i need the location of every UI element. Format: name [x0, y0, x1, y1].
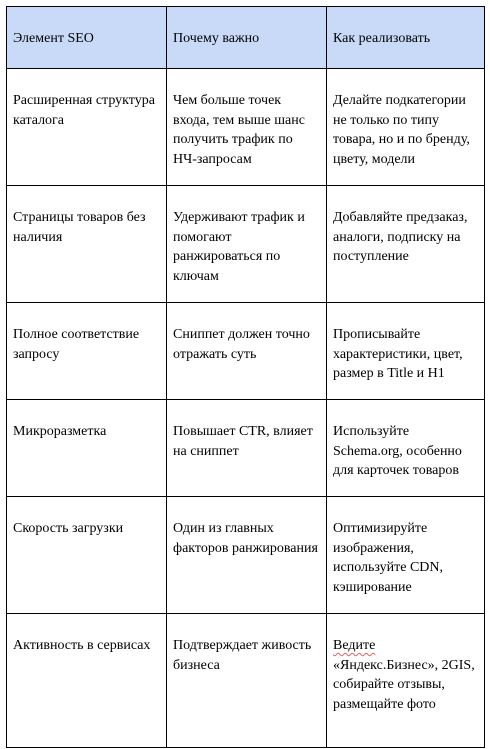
table-row [7, 186, 485, 303]
cell-why: Сниппет должен точно отражать суть [167, 303, 327, 400]
cell-why: Подтверждает живость бизнеса [167, 614, 327, 748]
cell-how: Делайте подкатегории не только по типу товара, но и по бренду, цвету, модели [327, 69, 485, 186]
table-row [7, 69, 485, 186]
cell-why: Чем больше точек входа, тем выше шанс получить трафик по НЧ-запросам [167, 69, 327, 186]
cell-why: Повышает CTR, влияет на сниппет [167, 400, 327, 497]
cell-how: Добавляйте предзаказ, аналоги, подписку на поступление [327, 186, 485, 303]
cell-how-rest: «Яндекс.Бизнес», 2GIS, собирайте отзывы, размещайте фото [333, 657, 475, 712]
cell-how: Оптимизируйте изображения, используйте CDN, кэширование [327, 497, 485, 614]
table-row [7, 497, 485, 614]
cell-element: Расширенная структура каталога [7, 69, 167, 186]
cell-why: Удерживают трафик и помогают ранжироваться по ключам [167, 186, 327, 303]
spellcheck-word: Ведите [333, 638, 376, 653]
table-row [7, 614, 485, 748]
header-why: Почему важно [167, 7, 327, 69]
cell-how [327, 614, 485, 748]
table-row [7, 400, 485, 497]
cell-how: Используйте Schema.org, особенно для карточек товаров [327, 400, 485, 497]
table-row [7, 303, 485, 400]
cell-element: Скорость загрузки [7, 497, 167, 614]
header-element: Элемент SEO [7, 7, 167, 69]
cell-why: Один из главных факторов ранжирования [167, 497, 327, 614]
cell-element: Микроразметка [7, 400, 167, 497]
table-header-row [7, 7, 485, 69]
cell-element: Страницы товаров без наличия [7, 186, 167, 303]
cell-element: Активность в сервисах [7, 614, 167, 748]
cell-element: Полное соответствие запросу [7, 303, 167, 400]
seo-table [6, 6, 485, 748]
cell-how: Прописывайте характеристики, цвет, размер в Title и H1 [327, 303, 485, 400]
header-how: Как реализовать [327, 7, 485, 69]
